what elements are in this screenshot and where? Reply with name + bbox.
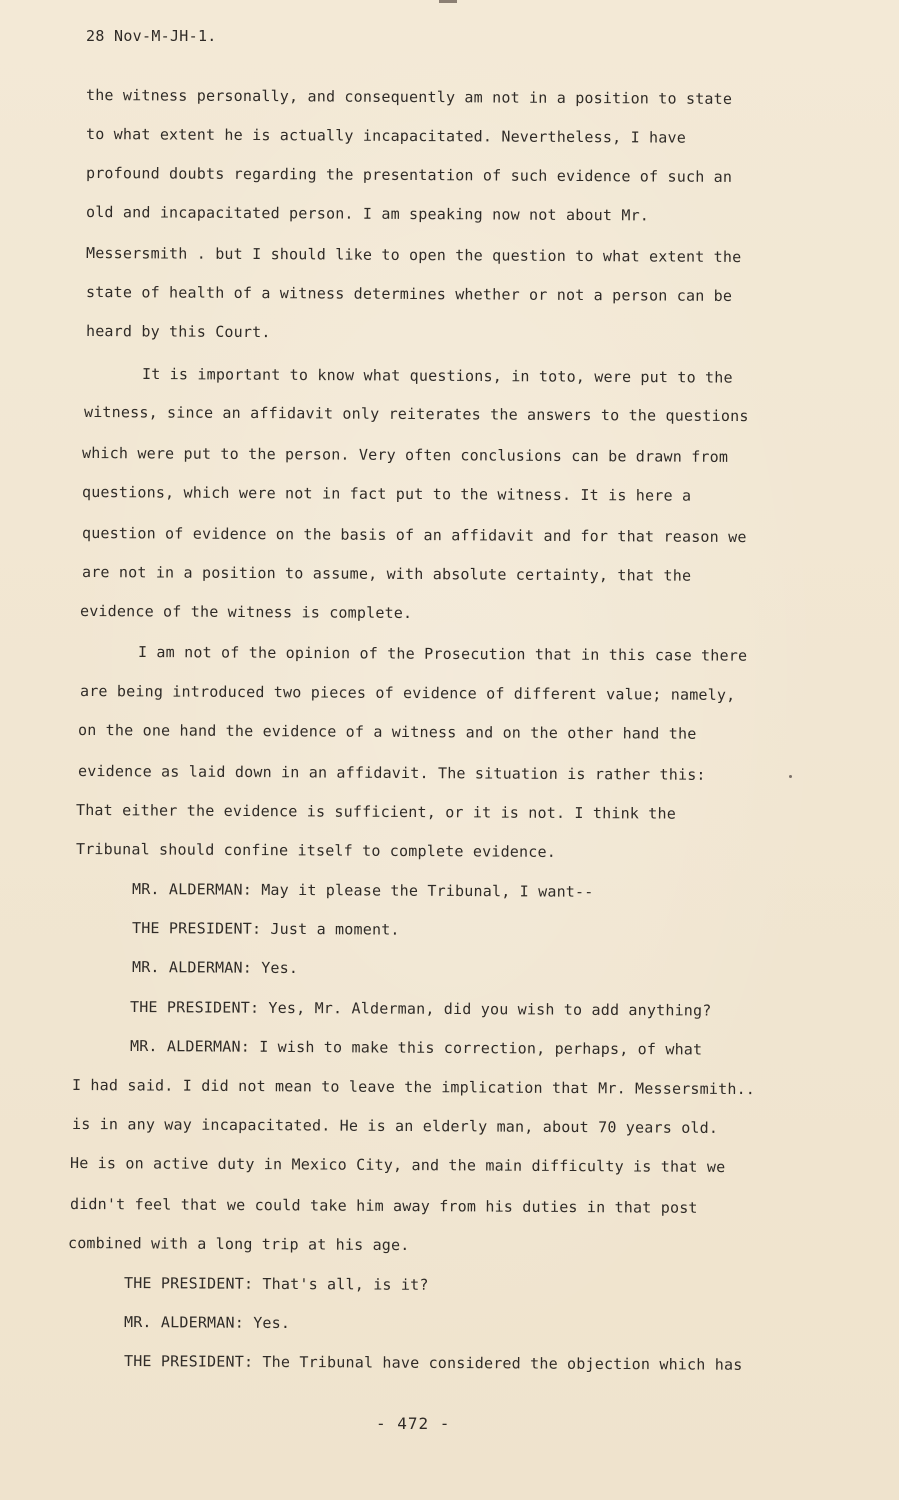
- transcript-line: THE PRESIDENT: Just a moment.: [131, 919, 400, 939]
- body-line: heard by this Court.: [85, 322, 271, 342]
- body-line: questions, which were not in fact put to the witness. It is here a: [81, 483, 692, 505]
- transcript-line: He is on active duty in Mexico City, and the main difficulty is that we: [69, 1154, 726, 1177]
- page-edge-mark: [439, 0, 457, 3]
- body-line: are being introduced two pieces of evidence of different value; namely,: [79, 682, 736, 705]
- document-code: 28 Nov-M-JH-1.: [86, 27, 217, 45]
- body-line: are not in a position to assume, with absolute certainty, that the: [81, 563, 692, 585]
- body-line: That either the evidence is sufficient, or it is not. I think the: [75, 801, 677, 823]
- transcript-line: THE PRESIDENT: That's all, is it?: [123, 1274, 429, 1294]
- body-line: Tribunal should confine itself to complete evidence.: [75, 840, 557, 861]
- page-number: - 472 -: [376, 1414, 451, 1433]
- body-line: It is important to know what questions, in toto, were put to the: [141, 365, 733, 387]
- paper-speck: [789, 775, 792, 778]
- transcript-line: THE PRESIDENT: The Tribunal have considered the objection which has: [123, 1352, 743, 1374]
- body-line: profound doubts regarding the presentation of such evidence of such an: [85, 164, 733, 186]
- transcript-line: MR. ALDERMAN: Yes.: [123, 1313, 291, 1333]
- body-line: which were put to the person. Very often conclusions can be drawn from: [81, 444, 729, 466]
- body-line: evidence of the witness is complete.: [79, 602, 413, 623]
- transcript-line: THE PRESIDENT: Yes, Mr. Alderman, did you wish to add anything?: [129, 998, 712, 1020]
- transcript-line: MR. ALDERMAN: Yes.: [131, 958, 299, 978]
- transcript-line: I had said. I did not mean to leave the implication that Mr. Messersmith..: [71, 1076, 756, 1099]
- body-line: on the one hand the evidence of a witness and on the other hand the: [77, 721, 697, 743]
- transcript-line: MR. ALDERMAN: I wish to make this correction, perhaps, of what: [129, 1037, 703, 1059]
- body-line: to what extent he is actually incapacitated. Nevertheless, I have: [85, 125, 687, 147]
- body-line: question of evidence on the basis of an affidavit and for that reason we: [81, 524, 747, 547]
- body-line: I am not of the opinion of the Prosecution that in this case there: [137, 643, 748, 665]
- body-line: old and incapacitated person. I am speaking now not about Mr.: [85, 203, 650, 225]
- body-line: evidence as laid down in an affidavit. The situation is rather this:: [77, 762, 706, 784]
- transcript-line: is in any way incapacitated. He is an elderly man, about 70 years old.: [71, 1115, 719, 1137]
- body-line: witness, since an affidavit only reiterates the answers to the questions: [83, 403, 749, 426]
- body-line: the witness personally, and consequently am not in a position to state: [85, 86, 733, 108]
- transcript-line: didn't feel that we could take him away from his duties in that post: [69, 1195, 698, 1217]
- body-line: Messersmith . but I should like to open the question to what extent the: [85, 244, 742, 267]
- transcript-line: combined with a long trip at his age.: [67, 1234, 410, 1255]
- transcript-line: MR. ALDERMAN: May it please the Tribunal, I want--: [131, 880, 594, 901]
- body-line: state of health of a witness determines whether or not a person can be: [85, 283, 733, 305]
